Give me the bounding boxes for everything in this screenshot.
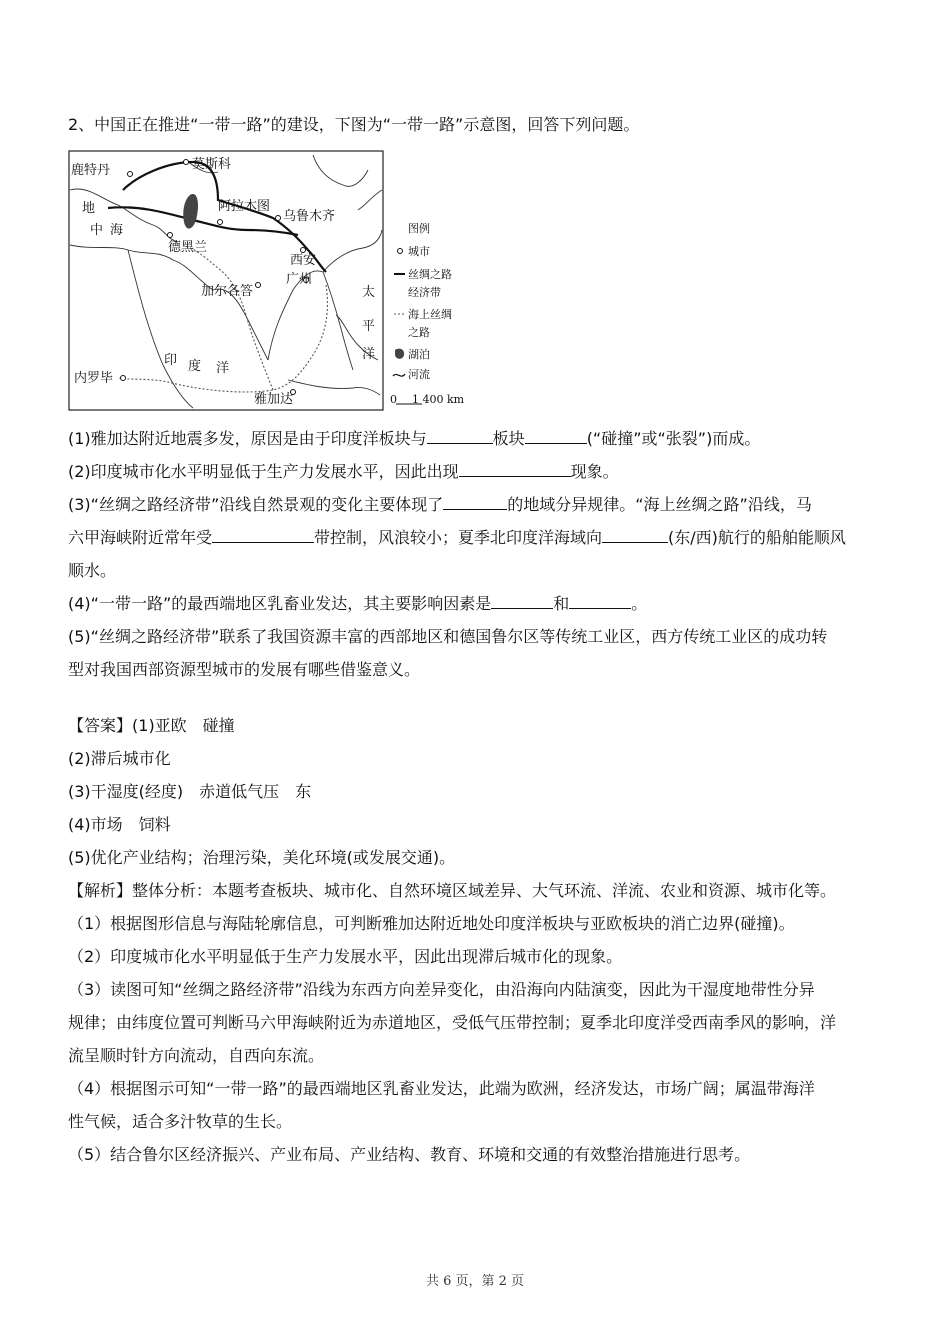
q3-blank-2 [212,527,314,543]
city-label-moscow: 莫斯科 [192,157,232,172]
city-label-jakarta: 雅加达 [254,392,294,407]
q4-text-c: 。 [631,594,648,613]
legend-city-icon [398,249,403,254]
city-label-tehran: 德黑兰 [168,240,208,255]
region-label-du: 度 [188,359,202,374]
q4-blank-2 [569,593,631,609]
q4-text-b: 和 [553,594,570,613]
city-label-kolkata: 加尔各答 [201,284,254,299]
question-4 [68,593,647,615]
city-label-urumqi: 乌鲁木齐 [283,209,336,224]
q1-blank-2 [525,428,587,444]
city-label-almaty: 阿拉木图 [218,199,271,214]
question-5-line-1: (5)“丝绸之路经济带”联系了我国资源丰富的西部地区和德国鲁尔区等传统工业区，西方传统工业区的成功转 [68,627,828,646]
analysis-3-line-2: 规律；由纬度位置可判断马六甲海峡附近为赤道地区，受低气压带控制；夏季北印度洋受西南季风的影响，洋 [68,1013,837,1032]
analysis-1: （1）根据图形信息与海陆轮廓信息，可判断雅加达附近地处印度洋板块与亚欧板块的消亡边界(碰撞)。 [68,914,795,933]
analysis-5: （5）结合鲁尔区经济振兴、产业布局、产业结构、教育、环境和交通的有效整治措施进行思考。 [68,1145,751,1164]
q3-text-c: 六甲海峡附近常年受 [68,528,213,547]
legend-belt-1: 丝绸之路 [408,268,452,281]
q2-text-a: (2)印度城市化水平明显低于生产力发展水平，因此出现 [68,462,459,481]
answer-1: (1)亚欧 碰撞 [132,716,235,735]
legend-maritime-2: 之路 [408,326,430,339]
city-label-xian: 西安 [290,253,317,268]
answer-label: 【答案】 [68,716,133,735]
answer-4: (4)市场 饲料 [68,815,171,834]
analysis-label: 【解析】 [68,881,133,900]
region-label-tai: 太 [362,285,376,300]
map-svg [68,150,468,412]
map-legend [390,221,465,406]
answer-5: (5)优化产业结构；治理污染，美化环境(或发展交通)。 [68,848,456,867]
city-label-nairobi: 内罗毕 [74,371,114,386]
q4-blank-1 [491,593,553,609]
city-label-guangzhou: 广州 [286,272,313,287]
question-3-line-3: 顺水。 [68,561,117,580]
analysis-4-line-1: （4）根据图示可知“一带一路”的最西端地区乳畜业发达，此端为欧洲，经济发达，市场广阔；属温带海洋 [68,1079,815,1098]
city-label-rotterdam: 鹿特丹 [71,163,111,178]
belt-and-road-map [68,150,468,412]
answer-2: (2)滞后城市化 [68,749,171,768]
analysis-3-line-1: （3）读图可知“丝绸之路经济带”沿线为东西方向差异变化，由沿海向内陆演变，因此为干湿度地带性分异 [68,980,815,999]
q1-text-c: (“碰撞”或“张裂”)而成。 [586,429,761,448]
q1-blank-1 [427,428,493,444]
legend-lake-icon [395,349,404,359]
analysis-intro-line [68,880,836,902]
region-label-yin: 印 [164,353,178,368]
q1-text-b: 板块 [492,429,525,448]
question-3-line-1 [68,494,812,516]
q3-text-a: (3)“丝绸之路经济带”沿线自然景观的变化主要体现了 [68,495,444,514]
q4-text-a: (4)“一带一路”的最西端地区乳畜业发达，其主要影响因素是 [68,594,492,613]
region-label-yang: 洋 [216,361,230,376]
question-5-line-2: 型对我国西部资源型城市的发展有哪些借鉴意义。 [68,660,421,679]
region-label-ping: 平 [362,319,376,334]
q2-text-b: 现象。 [570,462,619,481]
question-2 [68,461,619,483]
question-title: 2、中国正在推进“一带一路”的建设，下图为“一带一路”示意图，回答下列问题。 [68,115,640,134]
analysis-4-line-2: 性气候，适合多汁牧草的生长。 [68,1112,293,1131]
analysis-intro: 整体分析：本题考查板块、城市化、自然环境区域差异、大气环流、洋流、农业和资源、城市化等。 [132,881,837,900]
legend-city: 城市 [408,245,430,258]
q3-text-d: 带控制，风浪较小；夏季北印度洋海域向 [314,528,603,547]
analysis-2: （2）印度城市化水平明显低于生产力发展水平，因此出现滞后城市化的现象。 [68,947,623,966]
q3-blank-1 [443,494,507,510]
region-label-yang2: 洋 [362,347,376,362]
answer-line-1 [68,715,235,737]
question-3-line-2 [68,527,846,549]
legend-river: 河流 [408,368,430,381]
q3-text-b: 的地域分异规律。“海上丝绸之路”沿线，马 [507,495,812,514]
q1-text-a: (1)雅加达附近地震多发，原因是由于印度洋板块与 [68,429,427,448]
analysis-3-line-3: 流呈顺时针方向流动，自西向东流。 [68,1046,325,1065]
legend-maritime-1: 海上丝绸 [408,308,452,321]
region-label-hai: 海 [110,223,124,238]
answer-3: (3)干湿度(经度) 赤道低气压 东 [68,782,312,801]
region-label-di: 地 [82,201,96,216]
q3-text-e: (东/西)航行的船舶能顺风 [668,528,846,547]
legend-title: 图例 [408,222,430,235]
legend-lake: 湖泊 [408,348,430,361]
legend-scale-value: 1 400 km [412,393,465,406]
page-footer: 共 6 页，第 2 页 [425,1274,525,1289]
legend-scale-zero: 0 [390,393,397,406]
legend-belt-2: 经济带 [408,286,441,299]
legend-river-icon [393,374,405,376]
q2-blank-1 [459,461,571,477]
question-1 [68,428,760,450]
region-label-zhong: 中 [90,223,104,238]
q3-blank-3 [602,527,668,543]
